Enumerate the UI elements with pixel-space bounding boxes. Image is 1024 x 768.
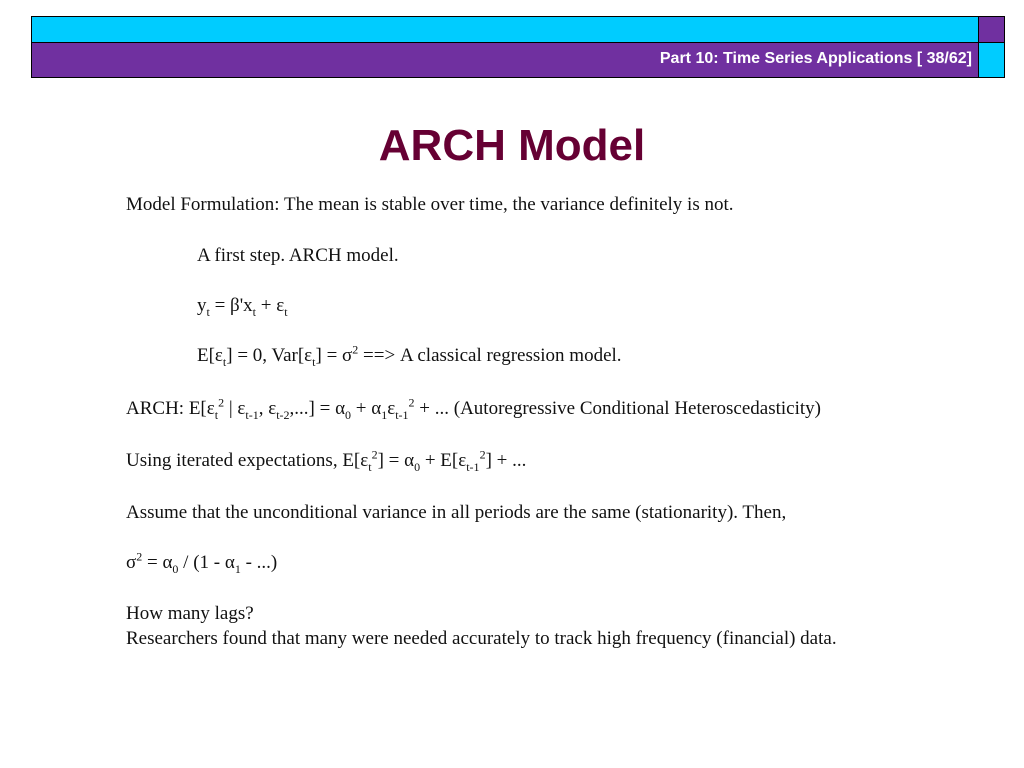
equation-sigma: $\sigma^2 = \alpha_0 / (1 - \alpha_1$ - ...) [126, 549, 278, 576]
text-line-assume: Assume that the unconditional variance in all periods are the same (stationarity). Then, [126, 502, 787, 523]
equation-arch: ARCH: $E[\varepsilon_t^2$ | $\varepsilon_{t-1}$, $\varepsilon_{t-2},...] = \alpha_0 + \alpha_1\varepsilon_{t-1}^2$ + ... (Autoregressive Conditional Heteroscedasticity) [126, 395, 821, 422]
header-square-bottom [978, 42, 1005, 78]
header-bar-top [31, 16, 979, 43]
header-square-top [978, 16, 1005, 43]
text-line-first-step: A first step. ARCH model. [197, 245, 399, 266]
slide-label: Part 10: Time Series Applications [ 38/62] [659, 50, 972, 67]
text-line-model-formulation: Model Formulation: The mean is stable over time, the variance definitely is not. [126, 194, 734, 215]
equation-y: $y_t = \beta'x_t + \varepsilon_t$ [197, 295, 288, 319]
text-line-how-many-lags: How many lags? [126, 603, 254, 624]
equation-expectation: $E[\varepsilon_t] = 0$, $Var[\varepsilon_t] = \sigma^2$ ==> A classical regression model. [197, 342, 622, 369]
equation-iterated: Using iterated expectations, $E[\varepsilon_t^2] = \alpha_0 + E[\varepsilon_{t-1}^2]$ + ... [126, 447, 527, 474]
slide-title: ARCH Model [378, 121, 646, 170]
text-line-researchers: Researchers found that many were needed accurately to track high frequency (financial) data. [126, 628, 837, 649]
